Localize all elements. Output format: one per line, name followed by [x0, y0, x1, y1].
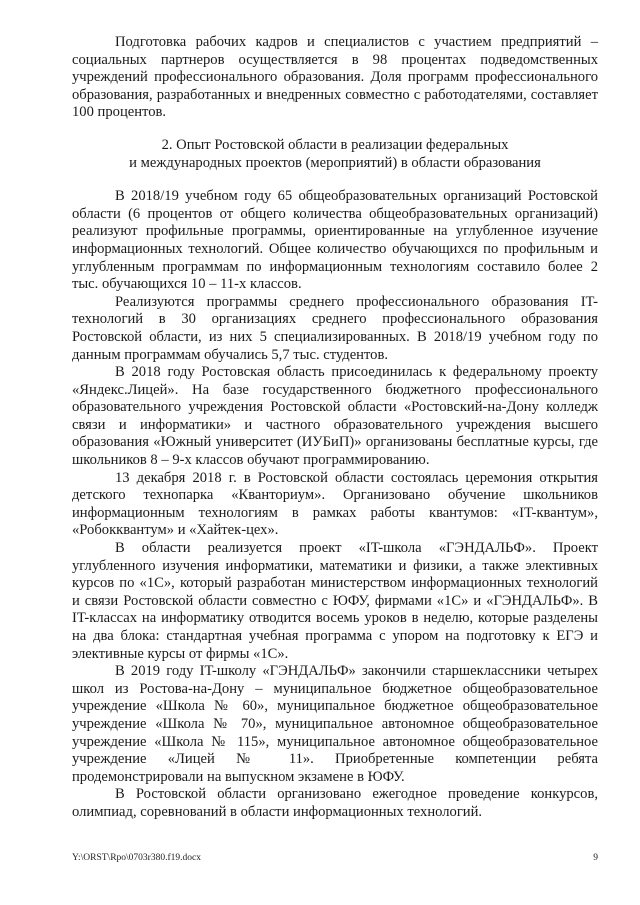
- paragraph-profile-programs: В 2018/19 учебном году 65 общеобразовательных организаций Ростовской области (6 процентов от общего количества общеобразовательных организаций) реализуют профильные программы, ориентированные на углубленное изучение информационных технологий. Общее количество обучающихся по профильным и углубленным программам по информационным технологиям составило более 2 тыс. обучающихся 10 – 11-х классов.: [72, 188, 598, 293]
- paragraph-gandalf-project: В области реализуется проект «IT-школа «ГЭНДАЛЬФ». Проект углубленного изучения информатики, математики и физики, а также элективных курсов по «1С», который разработан министерством информационных технологий и связи Ростовской области совместно с ЮФУ, фирмами «1С» и «ГЭНДАЛЬФ». В IT-классах на информатику отводится восемь уроков в неделю, которые разделены на два блока: стандартная учебная программа с упором на подготовку к ЕГЭ и элективные курсы от фирмы «1С».: [72, 540, 598, 662]
- paragraph-yandex-lyceum: В 2018 году Ростовская область присоединилась к федеральному проекту «Яндекс.Лицей». На базе государственного бюджетного профессионального образовательного учреждения Ростовской области «Ростовский-на-Дону колледж связи и информатики» и частного образовательного учреждения высшего образования «Южный университет (ИУБиП)» организованы бесплатные курсы, где школьников 8 – 9-х классов обучают программированию.: [72, 364, 598, 469]
- section-heading-line-2: и международных проектов (мероприятий) в области образования: [129, 154, 541, 171]
- section-heading-line-1: 2. Опыт Ростовской области в реализации федеральных: [161, 136, 509, 153]
- page-content: [72, 34, 598, 822]
- paragraph-kvantorium: 13 декабря 2018 г. в Ростовской области состоялась церемония открытия детского технопарка «Кванториум». Организовано обучение школьников информационным технологиям в рамках работы квантумов: «IT-квантум», «Робокквантум» и «Хайтек-цех».: [72, 469, 598, 539]
- section-heading: [72, 137, 598, 172]
- paragraph-gandalf-graduates: В 2019 году IT-школу «ГЭНДАЛЬФ» закончили старшеклассники четырех школ из Ростова-на-Дону – муниципальное бюджетное общеобразовательное учреждение «Школа № 60», муниципальное бюджетное общеобразовательное учреждение «Школа № 70», муниципальное автономное общеобразовательное учреждение «Школа № 115», муниципальное автономное общеобразовательное учреждение «Лицей № 11». Приобретенные компетенции ребята продемонстрировали на выпускном экзамене в ЮФУ.: [72, 663, 598, 785]
- footer-file-path: Y:\ORST\Rpo\0703r380.f19.docx: [72, 853, 201, 863]
- footer-page-number: 9: [593, 853, 598, 863]
- paragraph-spo-programs: Реализуются программы среднего профессионального образования IT-технологий в 30 организациях среднего профессионального образования Ростовской области, из них 5 специализированных. В 2018/19 учебном году по данным программам обучались 5,7 тыс. студентов.: [72, 293, 598, 363]
- paragraph-workforce-training: Подготовка рабочих кадров и специалистов с участием предприятий – социальных партнеров осуществляется в 98 процентах подведомственных учреждений профессионального образования. Доля программ профессионального образования, разработанных и внедренных совместно с работодателями, составляет 100 процентов.: [72, 34, 598, 121]
- paragraph-competitions: В Ростовской области организовано ежегодное проведение конкурсов, олимпиад, соревнований в области информационных технологий.: [72, 786, 598, 820]
